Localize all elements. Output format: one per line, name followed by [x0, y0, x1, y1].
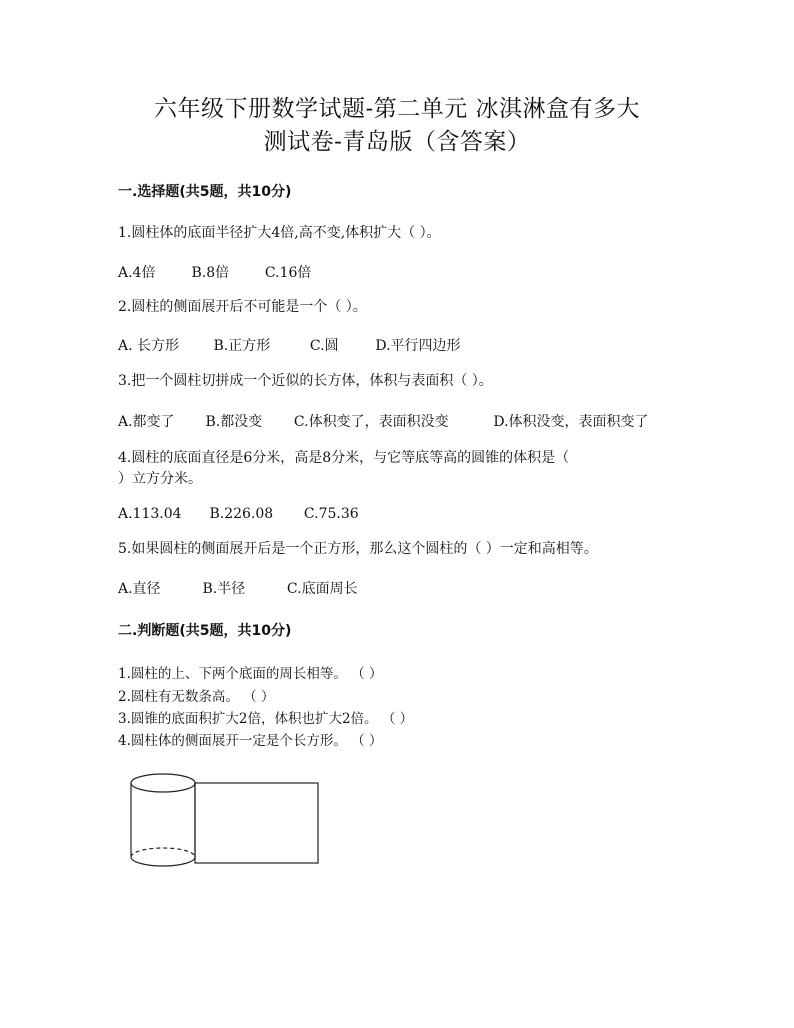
document-title-line-2: 测试卷-青岛版（含答案）: [263, 129, 531, 155]
question-1-options: [118, 262, 311, 282]
question-4-text-line-2: ）立方分米。: [118, 471, 202, 487]
cylinder-bottom-back-arc: [131, 848, 195, 857]
question-5-option-a: A.直径: [118, 581, 161, 597]
question-5-option-b: B.半径: [202, 581, 246, 597]
question-2-option-d: D.平行四边形: [375, 338, 461, 354]
section-heading-true-false: 二.判断题(共5题，共10分): [118, 623, 292, 639]
cylinder-net-figure: [128, 770, 328, 880]
document-title-line-1: 六年级下册数学试题-第二单元 冰淇淋盒有多大: [153, 96, 641, 122]
question-3-text: 3.把一个圆柱切拼成一个近似的长方体，体积与表面积（ ）。: [118, 373, 493, 389]
question-2-options: [118, 335, 461, 355]
true-false-item-2: 2.圆柱有无数条高。 （ ）: [118, 689, 275, 705]
question-5-option-c: C.底面周长: [286, 581, 358, 597]
question-3-options: [118, 411, 649, 431]
question-2-text: 2.圆柱的侧面展开后不可能是一个（ ）。: [118, 299, 367, 315]
lateral-surface-rectangle: [195, 783, 318, 863]
question-4-text-line-1: 4.圆柱的底面直径是6分米，高是8分米，与它等底等高的圆锥的体积是（: [118, 450, 570, 466]
true-false-item-3: 3.圆锥的底面积扩大2倍，体积也扩大2倍。 （ ）: [118, 711, 414, 727]
cylinder-bottom-front-arc: [131, 857, 195, 866]
section-heading-choice: 一.选择题(共5题，共10分): [118, 184, 292, 200]
question-2-option-a: A. 长方形: [118, 338, 180, 354]
question-2-option-b: B.正方形: [213, 338, 271, 354]
question-4-options: [118, 506, 359, 522]
question-1-option-b: B.8倍: [191, 265, 230, 281]
question-1-option-a: A.4倍: [118, 265, 156, 281]
question-1-option-c: C.16倍: [264, 265, 312, 281]
question-5-text: 5.如果圆柱的侧面展开后是一个正方形，那么这个圆柱的（ ）一定和高相等。: [118, 541, 598, 557]
question-3-option-c: C.体积变了，表面积没变: [293, 414, 449, 430]
question-3-option-b: B.都没变: [205, 414, 263, 430]
question-3-option-a: A.都变了: [118, 414, 175, 430]
question-2-option-c: C.圆: [309, 338, 339, 354]
question-4-option-c: C.75.36: [303, 506, 359, 522]
true-false-item-1: 1.圆柱的上、下两个底面的周长相等。 （ ）: [118, 666, 383, 682]
question-4-option-a: A.113.04: [118, 506, 182, 522]
question-4-option-b: B.226.08: [209, 506, 274, 522]
true-false-item-4: 4.圆柱体的侧面展开一定是个长方形。 （ ）: [118, 733, 383, 749]
question-5-options: [118, 578, 358, 598]
question-3-option-d: D.体积没变，表面积变了: [493, 414, 649, 430]
cylinder-top-ellipse: [131, 774, 195, 792]
question-1-text: 1.圆柱体的底面半径扩大4倍,高不变,体积扩大（ ）。: [118, 225, 441, 241]
